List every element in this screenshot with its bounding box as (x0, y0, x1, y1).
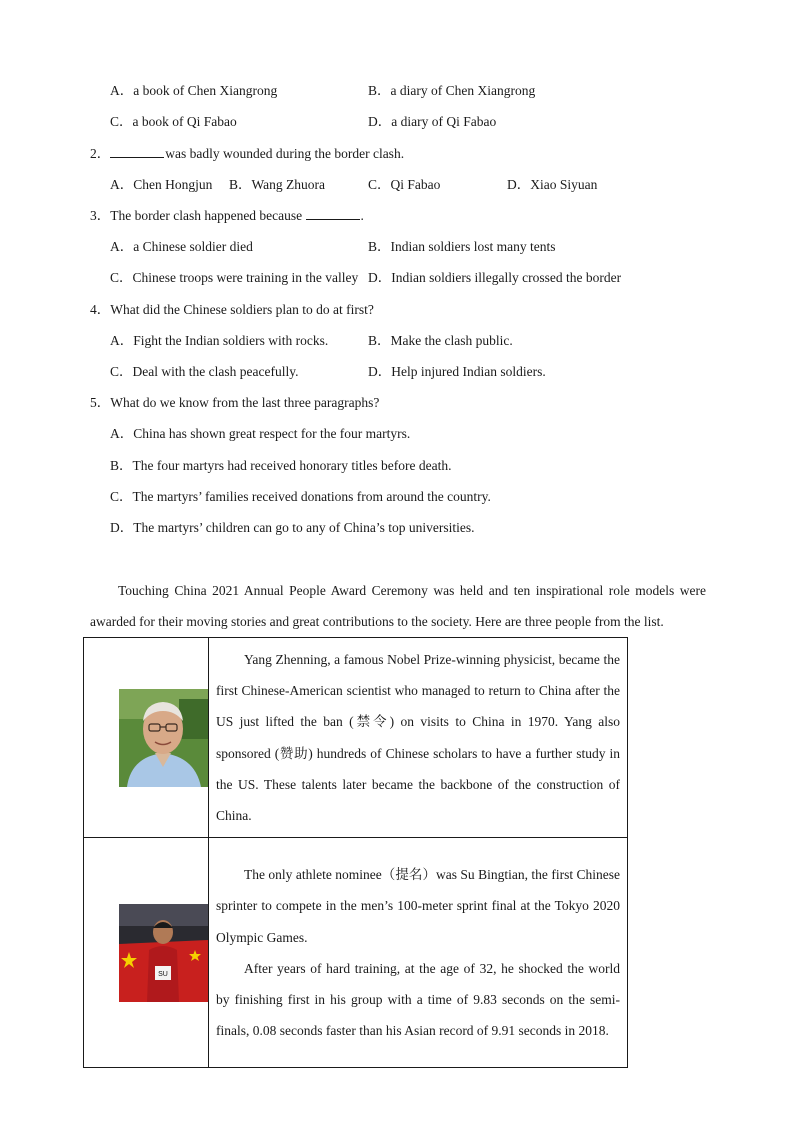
question-number: 2． (90, 146, 111, 161)
option-text: The martyrs’ families received donations from around the country. (132, 489, 491, 504)
description-paragraph: Yang Zhenning, a famous Nobel Prize-winning physicist, became the first Chinese-American scientist who managed to return to China after the US just lifted the ban (禁令) on visits to China in 1970. Yang also sponsored (赞助) hundreds of Chinese scholars to have a further study in the US. These talents later became the backbone of the construction of China. (216, 652, 620, 824)
option-letter: B． (229, 177, 252, 192)
option-text: Indian soldiers lost many tents (390, 239, 556, 254)
q4-option-d[interactable] (368, 363, 546, 381)
question-text: What do we know from the last three paragraphs? (110, 395, 380, 410)
q1-option-a[interactable] (110, 82, 277, 100)
question-text: The border clash happened because (110, 208, 303, 223)
q2-option-b[interactable] (229, 176, 325, 194)
passage-intro-text: Touching China 2021 Annual People Award Ceremony was held and ten inspirational role models were awarded for their moving stories and great contributions to the society. Here are three people from the list. (90, 583, 706, 629)
q4-stem (90, 301, 374, 319)
option-text: Fight the Indian soldiers with rocks. (133, 333, 329, 348)
option-text: Help injured Indian soldiers. (391, 364, 546, 379)
option-letter: C． (368, 177, 391, 192)
option-letter: A． (110, 177, 134, 192)
passage-intro (90, 575, 706, 637)
option-letter: B． (368, 83, 391, 98)
photo-cell (84, 638, 209, 838)
option-letter: B． (368, 333, 391, 348)
option-text: The four martyrs had received honorary titles before death. (132, 458, 452, 473)
yang-zhenning-description (209, 638, 628, 838)
option-letter: A． (110, 83, 134, 98)
option-letter: A． (110, 426, 134, 441)
answer-blank[interactable] (306, 207, 360, 220)
q1-option-c[interactable] (110, 113, 237, 131)
yang-zhenning-photo (119, 689, 208, 787)
option-letter: C． (110, 114, 133, 129)
option-text: a Chinese soldier died (133, 239, 253, 254)
description-paragraph: After years of hard training, at the age of 32, he shocked the world by finishing first in his group with a time of 9.83 seconds on the semi-finals, 0.08 seconds faster than his Asian record of 9.91 seconds in 2018. (216, 960, 620, 1039)
question-number: 3． (90, 208, 111, 223)
q3-option-c[interactable] (110, 269, 358, 287)
question-text: What did the Chinese soldiers plan to do at first? (110, 302, 374, 317)
option-letter: A． (110, 333, 134, 348)
option-text: a book of Chen Xiangrong (133, 83, 278, 98)
option-letter: C． (110, 364, 133, 379)
q2-option-a[interactable] (110, 176, 212, 194)
option-text: Qi Fabao (390, 177, 441, 192)
option-text: Chinese troops were training in the valley (132, 270, 359, 285)
option-letter: D． (368, 364, 392, 379)
option-letter: C． (110, 270, 133, 285)
q5-option-a[interactable] (110, 425, 410, 443)
option-text: Make the clash public. (390, 333, 513, 348)
q5-option-c[interactable] (110, 488, 491, 506)
q4-option-a[interactable] (110, 332, 328, 350)
answer-blank[interactable] (110, 145, 164, 158)
option-letter: D． (110, 520, 134, 535)
option-text: a book of Qi Fabao (132, 114, 237, 129)
option-letter: B． (110, 458, 133, 473)
q3-option-a[interactable] (110, 238, 253, 256)
race-bib-label: SU (158, 970, 168, 978)
table-row (84, 638, 628, 838)
q5-option-b[interactable] (110, 457, 452, 475)
q1-option-b[interactable] (368, 82, 535, 100)
table-row (84, 838, 628, 1068)
su-bingtian-description (209, 838, 628, 1068)
q3-stem (90, 207, 364, 225)
option-text: The martyrs’ children can go to any of China’s top universities. (133, 520, 475, 535)
question-text: was badly wounded during the border clash. (165, 146, 405, 161)
foliage-shadow (179, 699, 208, 739)
q2-option-d[interactable] (507, 176, 597, 194)
option-text: China has shown great respect for the four martyrs. (133, 426, 411, 441)
q3-option-b[interactable] (368, 238, 556, 256)
option-text: Deal with the clash peacefully. (132, 364, 299, 379)
option-text: Indian soldiers illegally crossed the border (391, 270, 622, 285)
photo-cell (84, 838, 209, 1068)
option-text: Wang Zhuora (251, 177, 326, 192)
question-number: 4． (90, 302, 111, 317)
option-letter: D． (507, 177, 531, 192)
option-text: a diary of Chen Xiangrong (390, 83, 536, 98)
su-bingtian-photo (119, 904, 208, 1002)
q2-option-c[interactable] (368, 176, 440, 194)
description-paragraph: The only athlete nominee（提名）was Su Bingtian, the first Chinese sprinter to compete in the men’s 100-meter sprint final at the Tokyo 2020 Olympic Games. (216, 867, 620, 945)
question-number: 5． (90, 395, 111, 410)
option-text: Xiao Siyuan (530, 177, 598, 192)
q4-option-b[interactable] (368, 332, 513, 350)
q4-option-c[interactable] (110, 363, 298, 381)
option-letter: B． (368, 239, 391, 254)
option-letter: D． (368, 114, 392, 129)
option-text: a diary of Qi Fabao (391, 114, 497, 129)
q2-stem (90, 145, 404, 163)
q1-option-d[interactable] (368, 113, 496, 131)
question-text-end: . (360, 208, 364, 223)
option-letter: C． (110, 489, 133, 504)
option-letter: A． (110, 239, 134, 254)
option-letter: D． (368, 270, 392, 285)
people-table (83, 637, 628, 1068)
q5-option-d[interactable] (110, 519, 475, 537)
option-text: Chen Hongjun (133, 177, 213, 192)
q3-option-d[interactable] (368, 269, 621, 287)
q5-stem (90, 394, 379, 412)
